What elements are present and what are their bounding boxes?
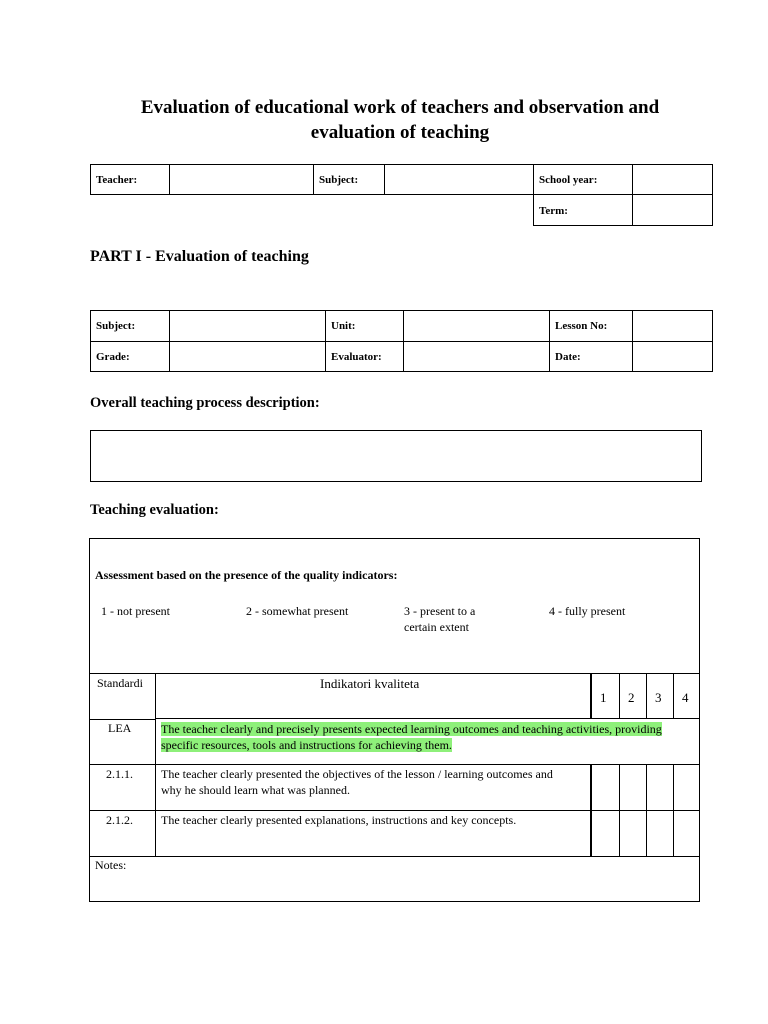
subject-field[interactable]	[384, 164, 533, 195]
row-2-1-1-score-1[interactable]	[591, 765, 619, 810]
unit-field[interactable]	[403, 310, 549, 341]
row-2-1-1-code: 2.1.1.	[106, 767, 133, 781]
evaluator-label: Evaluator:	[331, 350, 382, 363]
overall-description-field[interactable]	[90, 430, 702, 482]
lesson-no-field[interactable]	[632, 310, 712, 341]
lesson-subject-label: Subject:	[96, 319, 136, 332]
row-2-1-2-indicator: The teacher clearly presented explanations, instructions and key concepts.	[161, 813, 517, 827]
teaching-evaluation-heading: Teaching evaluation:	[90, 502, 219, 518]
term-field[interactable]	[632, 195, 712, 226]
score-header-3: 3	[655, 690, 662, 705]
grade-label: Grade:	[96, 350, 130, 363]
part-1-heading: PART I - Evaluation of teaching	[90, 248, 309, 265]
title-line-1: Evaluation of educational work of teachers and observation and	[140, 97, 660, 118]
unit-label: Unit:	[331, 319, 356, 332]
row-2-1-2-code: 2.1.2.	[106, 813, 133, 827]
scale-2-label: 2 - somewhat present	[246, 604, 349, 618]
title-line-2: evaluation of teaching	[310, 122, 490, 143]
row-2-1-2-score-4[interactable]	[674, 811, 700, 856]
lesson-subject-field[interactable]	[169, 310, 325, 341]
row-2-1-2-score-2[interactable]	[620, 811, 646, 856]
standard-column-header: Standardi	[97, 676, 143, 690]
subject-label: Subject:	[319, 173, 359, 186]
notes-label: Notes:	[95, 858, 127, 872]
row-2-1-1-score-4[interactable]	[674, 765, 700, 810]
lea-code: LEA	[108, 721, 132, 735]
school-year-field[interactable]	[632, 164, 712, 195]
overall-description-heading: Overall teaching process description:	[90, 395, 320, 411]
notes-field[interactable]	[90, 874, 699, 901]
row-2-1-2-score-3[interactable]	[647, 811, 673, 856]
lea-indicator-text: The teacher clearly and precisely presents expected learning outcomes and teaching activities, providing specific resources, tools and instructions for achieving them.	[161, 722, 662, 752]
evaluator-field[interactable]	[403, 341, 549, 372]
grade-field[interactable]	[169, 341, 325, 372]
school-year-label: School year:	[539, 173, 598, 186]
scale-3-label: 3 - present to a certain extent	[404, 604, 476, 634]
assessment-heading: Assessment based on the presence of the quality indicators:	[95, 568, 398, 582]
scale-1-label: 1 - not present	[101, 604, 170, 618]
date-field[interactable]	[632, 341, 712, 372]
teacher-label: Teacher:	[96, 173, 138, 186]
lesson-no-label: Lesson No:	[555, 319, 608, 332]
indicators-column-header: Indikatori kvaliteta	[320, 676, 420, 691]
scale-4-label: 4 - fully present	[549, 604, 626, 618]
score-header-2: 2	[628, 690, 635, 705]
term-label: Term:	[539, 204, 568, 217]
score-header-1: 1	[600, 690, 607, 705]
score-header-4: 4	[682, 690, 689, 705]
row-2-1-1-score-2[interactable]	[620, 765, 646, 810]
date-label: Date:	[555, 350, 581, 363]
row-2-1-1-indicator: The teacher clearly presented the objectives of the lesson / learning outcomes and why he should learn what was planned.	[161, 767, 553, 797]
page-title	[90, 95, 710, 145]
row-2-1-2-score-1[interactable]	[591, 811, 619, 856]
row-2-1-1-score-3[interactable]	[647, 765, 673, 810]
teacher-field[interactable]	[169, 164, 313, 195]
